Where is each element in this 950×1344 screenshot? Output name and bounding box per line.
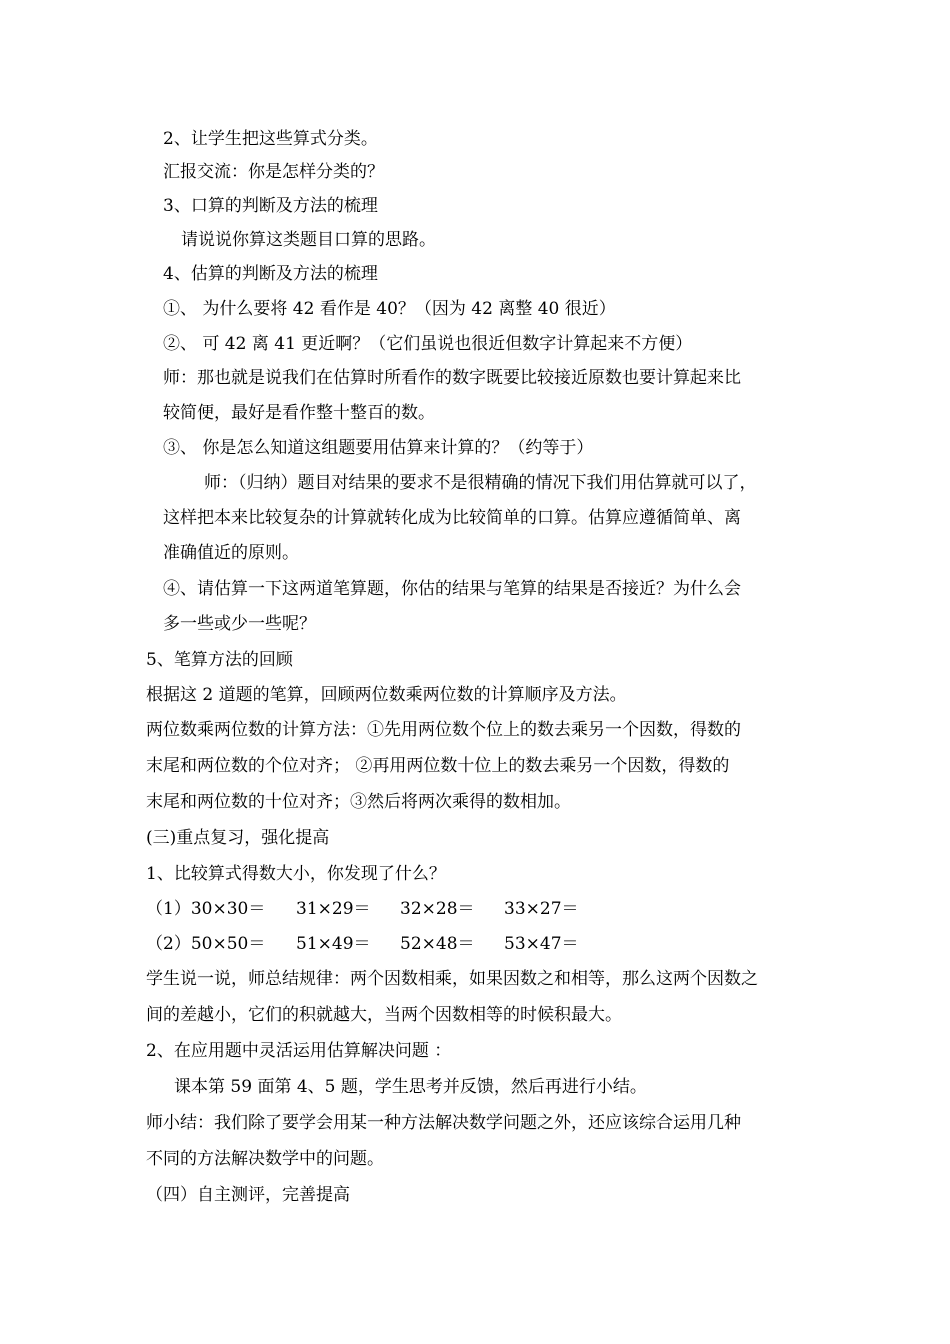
text-line: ③、 你是怎么知道这组题要用估算来计算的？（约等于） — [163, 438, 594, 458]
exercise-item: 52×48＝ — [400, 934, 475, 954]
exercise-item: 53×47＝ — [504, 934, 579, 954]
text-line: 请说说你算这类题目口算的思路。 — [181, 230, 436, 250]
text-line: 这样把本来比较复杂的计算就转化成为比较简单的口算。估算应遵循简单、离 — [163, 508, 741, 528]
text-line: 师小结：我们除了要学会用某一种方法解决数学问题之外，还应该综合运用几种 — [146, 1113, 741, 1133]
text-line: 学生说一说，师总结规律：两个因数相乘，如果因数之和相等，那么这两个因数之 — [146, 969, 758, 989]
text-line: 准确值近的原则。 — [163, 543, 299, 563]
text-line: 末尾和两位数的个位对齐； ②再用两位数十位上的数去乘另一个因数，得数的 — [146, 756, 730, 776]
text-line: 末尾和两位数的十位对齐；③然后将两次乘得的数相加。 — [146, 792, 571, 812]
text-line: 课本第 59 面第 4、5 题，学生思考并反馈，然后再进行小结。 — [174, 1077, 647, 1097]
text-line: 多一些或少一些呢？ — [163, 614, 316, 634]
exercise-item: 51×49＝ — [296, 934, 371, 954]
exercise-item: （1）30×30＝ — [146, 899, 266, 919]
text-line: 3、口算的判断及方法的梳理 — [163, 196, 378, 216]
text-line: 间的差越小，它们的积就越大，当两个因数相等的时候积最大。 — [146, 1005, 622, 1025]
exercise-item: （2）50×50＝ — [146, 934, 266, 954]
section-heading: 5、笔算方法的回顾 — [146, 650, 293, 670]
text-line: 4、估算的判断及方法的梳理 — [163, 264, 378, 284]
text-line: ②、 可 42 离 41 更近啊？（它们虽说也很近但数字计算起来不方便） — [163, 334, 693, 354]
text-line: 两位数乘两位数的计算方法：①先用两位数个位上的数去乘另一个因数，得数的 — [146, 720, 741, 740]
text-line: 较简便，最好是看作整十整百的数。 — [163, 403, 435, 423]
text-line: 师：那也就是说我们在估算时所看作的数字既要比较接近原数也要计算起来比 — [163, 368, 741, 388]
section-heading: 2、在应用题中灵活运用估算解决问题 ： — [146, 1041, 452, 1061]
text-line: 不同的方法解决数学中的问题。 — [146, 1149, 384, 1169]
text-line: 师：（归纳）题目对结果的要求不是很精确的情况下我们用估算就可以了， — [204, 473, 757, 493]
text-line: 根据这 2 道题的笔算，回顾两位数乘两位数的计算顺序及方法。 — [146, 685, 627, 705]
exercise-item: 32×28＝ — [400, 899, 475, 919]
text-line: 汇报交流：你是怎样分类的？ — [163, 162, 384, 182]
text-line: ①、 为什么要将 42 看作是 40？（因为 42 离整 40 很近） — [163, 299, 616, 319]
section-heading: (三)重点复习，强化提高 — [146, 828, 330, 848]
text-line: 1、比较算式得数大小，你发现了什么？ — [146, 864, 446, 884]
exercise-row-2 — [146, 933, 579, 955]
exercise-item: 31×29＝ — [296, 899, 371, 919]
text-line: ④、请估算一下这两道笔算题，你估的结果与笔算的结果是否接近？为什么会 — [163, 579, 741, 599]
text-line: 2、让学生把这些算式分类。 — [163, 129, 378, 149]
section-heading: （四）自主测评，完善提高 — [146, 1185, 350, 1205]
exercise-row-1 — [146, 898, 579, 920]
exercise-item: 33×27＝ — [504, 899, 579, 919]
